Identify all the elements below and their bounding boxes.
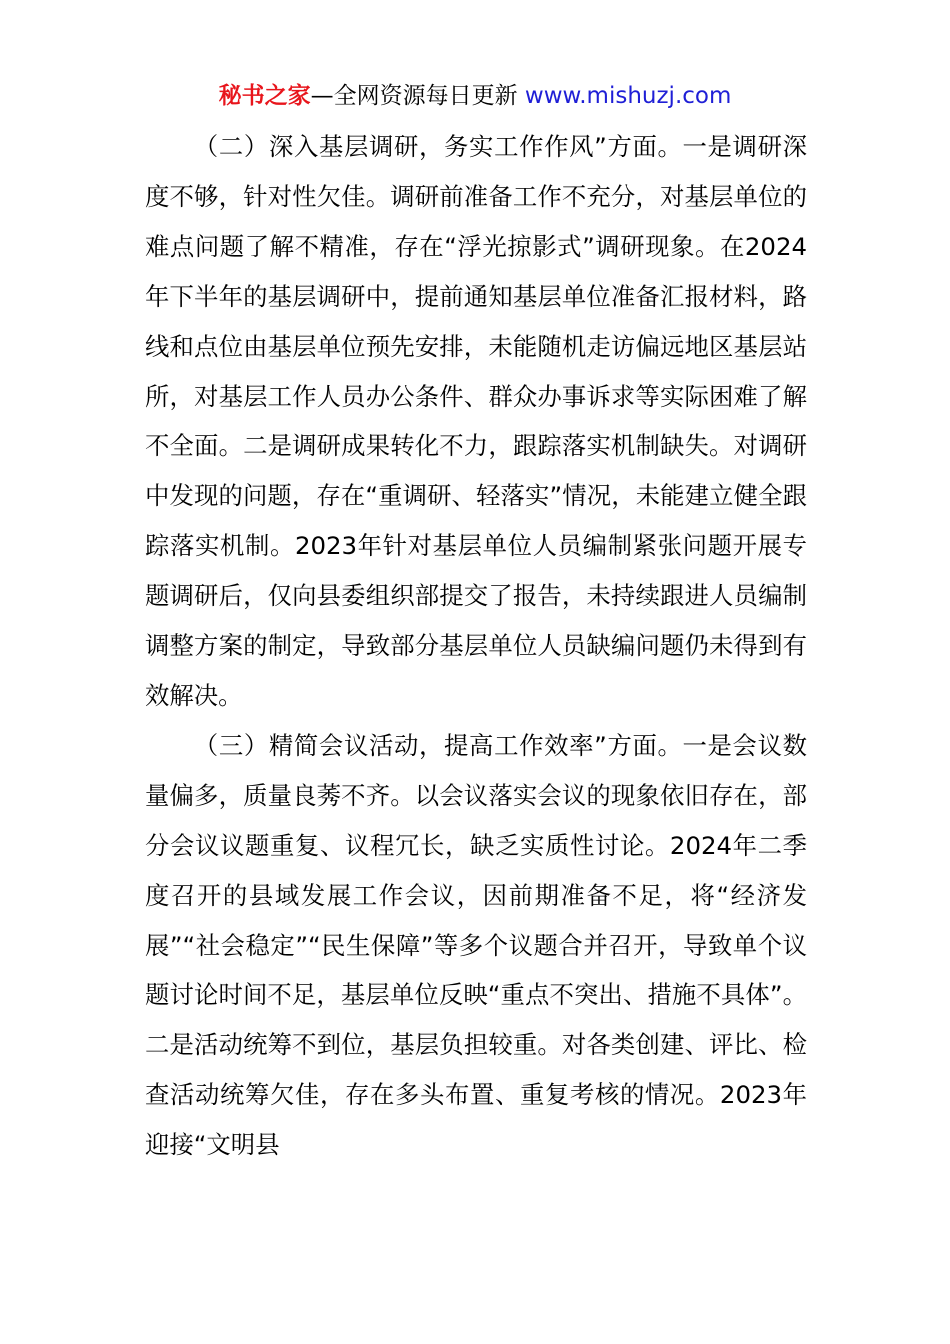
site-url-link[interactable]: www.mishuzj.com	[524, 83, 732, 109]
header-tagline: —全网资源每日更新	[310, 83, 525, 109]
paragraph-section-2: （二）深入基层调研，务实工作作风”方面。一是调研深度不够，针对性欠佳。调研前准备工作不充分，对基层单位的难点问题了解不精准，存在“浮光掠影式”调研现象。在2024年下半年的基层调研中，提前通知基层单位准备汇报材料，路线和点位由基层单位预先安排，未能随机走访偏远地区基层站所，对基层工作人员办公条件、群众办事诉求等实际困难了解不全面。二是调研成果转化不力，跟踪落实机制缺失。对调研中发现的问题，存在“重调研、轻落实”情况，未能建立健全跟踪落实机制。2023年针对基层单位人员编制紧张问题开展专题调研后，仅向县委组织部提交了报告，未持续跟进人员编制调整方案的制定，导致部分基层单位人员缺编问题仍未得到有效解决。	[145, 132, 807, 710]
brand-name: 秘书之家	[218, 83, 311, 109]
site-header	[0, 80, 950, 112]
document-body	[145, 122, 807, 1170]
paragraph-section-3: （三）精简会议活动，提高工作效率”方面。一是会议数量偏多，质量良莠不齐。以会议落实会议的现象依旧存在，部分会议议题重复、议程冗长，缺乏实质性讨论。2024年二季度召开的县域发展工作会议，因前期准备不足，将“经济发展”“社会稳定”“民生保障”等多个议题合并召开，导致单个议题讨论时间不足，基层单位反映“重点不突出、措施不具体”。二是活动统筹不到位，基层负担较重。对各类创建、评比、检查活动统筹欠佳，存在多头布置、重复考核的情况。2023年迎接“文明县	[145, 730, 807, 1160]
